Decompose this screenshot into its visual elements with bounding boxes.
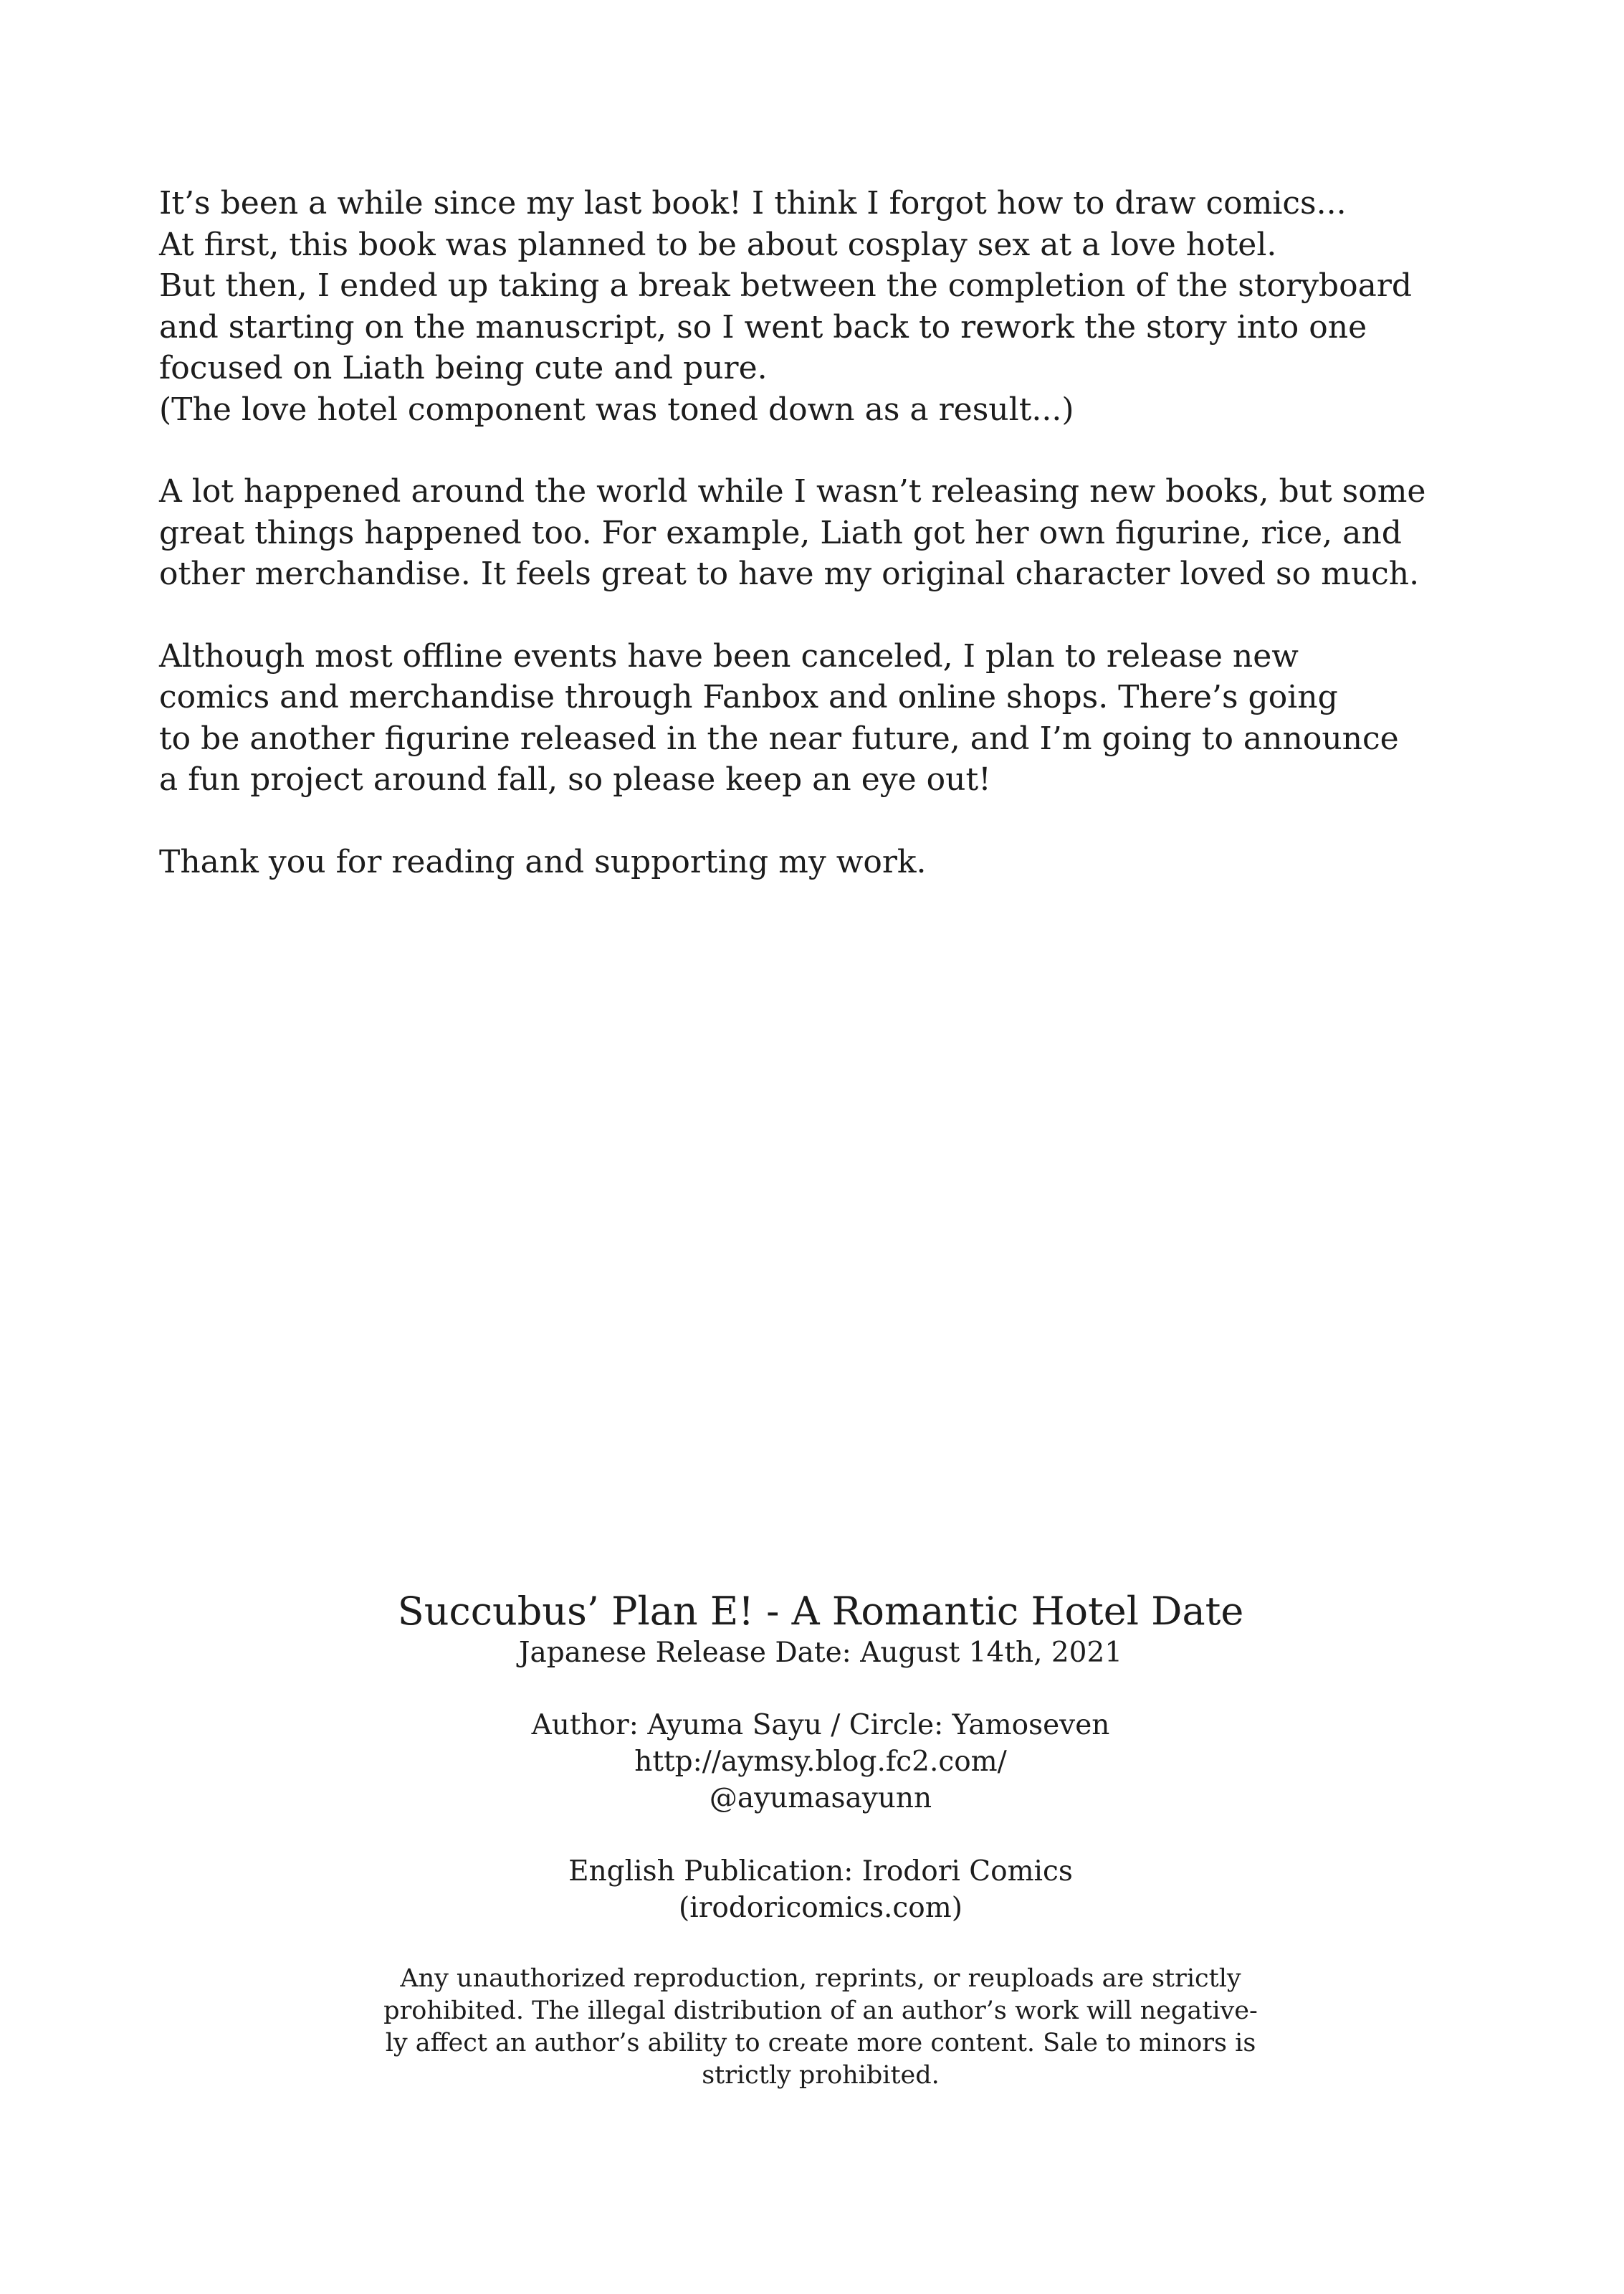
- text-line: It’s been a while since my last book! I think I forgot how to draw comics...: [159, 185, 1347, 222]
- publication-credits: [310, 1853, 1331, 1926]
- text-line: Although most offline events have been canceled, I plan to release new: [159, 637, 1299, 675]
- afterword-paragraph-4: [159, 842, 1521, 883]
- text-line: comics and merchandise through Fanbox and online shops. There’s going: [159, 679, 1338, 715]
- author-credits: [310, 1707, 1331, 1817]
- notice-line: ly affect an author’s ability to create more content. Sale to minors is: [385, 2029, 1256, 2057]
- publication-site: (irodoricomics.com): [679, 1892, 963, 1924]
- text-line: to be another figurine released in the near future, and I’m going to announce: [159, 720, 1399, 757]
- afterword-paragraph-1: [159, 183, 1521, 430]
- text-line: But then, I ended up taking a break between the completion of the storyboard: [159, 267, 1413, 304]
- author-website: http://aymsy.blog.fc2.com/: [634, 1746, 1007, 1778]
- author-handle: @ayumasayunn: [709, 1782, 932, 1814]
- publication-line: English Publication: Irodori Comics: [568, 1855, 1073, 1888]
- text-line: great things happened too. For example, Liath got her own figurine, rice, and: [159, 514, 1402, 551]
- text-line: a fun project around fall, so please keep an eye out!: [159, 761, 991, 798]
- colophon-section: [310, 1588, 1331, 2092]
- text-line: At first, this book was planned to be about cosplay sex at a love hotel.: [159, 226, 1277, 263]
- text-line: focused on Liath being cute and pure.: [159, 350, 768, 386]
- text-line: and starting on the manuscript, so I went back to rework the story into one: [159, 308, 1367, 346]
- text-line: other merchandise. It feels great to have my original character loved so much.: [159, 556, 1420, 592]
- author-line: Author: Ayuma Sayu / Circle: Yamoseven: [531, 1709, 1110, 1741]
- copyright-notice: [310, 1963, 1331, 2092]
- afterword-section: [159, 183, 1521, 923]
- afterword-paragraph-3: [159, 636, 1521, 801]
- text-line: (The love hotel component was toned down as a result...): [159, 391, 1074, 428]
- release-date: Japanese Release Date: August 14th, 2021: [518, 1637, 1123, 1669]
- book-title: Succubus’ Plan E! - A Romantic Hotel Date: [397, 1589, 1244, 1634]
- notice-line: strictly prohibited.: [702, 2061, 940, 2090]
- afterword-paragraph-2: [159, 471, 1521, 595]
- notice-line: Any unauthorized reproduction, reprints, or reuploads are strictly: [400, 1964, 1241, 1993]
- text-line: Thank you for reading and supporting my work.: [159, 843, 927, 880]
- text-line: A lot happened around the world while I wasn’t releasing new books, but some: [159, 473, 1426, 510]
- notice-line: prohibited. The illegal distribution of an author’s work will negative-: [383, 1996, 1258, 2025]
